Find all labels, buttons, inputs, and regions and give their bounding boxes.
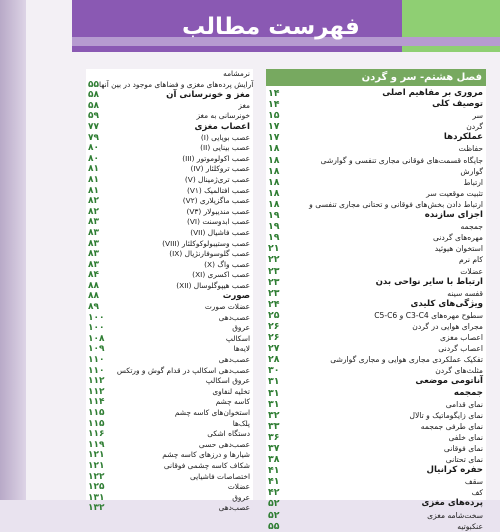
entry-title: عصب‌دهی اسکالپ در قدام گوش و ورتکس (116, 365, 250, 375)
toc-entry[interactable] (266, 343, 486, 354)
page-number: ۱۵ (268, 110, 280, 122)
toc-entry[interactable] (86, 429, 253, 440)
entry-title: مثلث‌های گردن (435, 366, 483, 376)
entry-title: اختصاصات فاشیایی (189, 471, 250, 481)
toc-entry[interactable] (266, 99, 486, 110)
section-heading: حفره کرانیال (426, 465, 483, 476)
toc-entry[interactable] (266, 177, 486, 188)
toc-entry[interactable] (86, 80, 253, 91)
page-number: ۸۳ (88, 238, 99, 249)
page-number: ۳۰ (268, 365, 280, 377)
page-number: ۱۱۰ (88, 355, 105, 366)
toc-entry[interactable] (86, 260, 253, 271)
page-number: ۲۴ (268, 298, 280, 310)
entry-title: عروق (232, 323, 250, 333)
page-number: ۸۹ (88, 302, 99, 313)
page-number: ۸۳ (88, 217, 99, 228)
page-number: ۷۹ (88, 132, 99, 143)
page-number: ۱۱۵ (88, 418, 105, 429)
entry-title: اعصاب گردنی (438, 344, 483, 354)
page-number: ۴۱ (268, 465, 280, 477)
entry-title: کف (471, 488, 483, 498)
toc-entry[interactable] (266, 376, 486, 387)
page-number: ۴۱ (268, 476, 280, 488)
entry-title: نمای طرفی جمجمه (420, 421, 483, 431)
toc-entry[interactable] (266, 288, 486, 299)
toc-entry[interactable] (86, 175, 253, 186)
entry-title: عصب‌دهی (218, 312, 250, 322)
toc-entry[interactable] (266, 188, 486, 199)
entry-title: سطوح مهره‌های C3-C4 و C5-C6 (374, 310, 483, 320)
entry-title: نمای زایگوماتیک و تالال (409, 410, 483, 420)
toc-entry[interactable] (86, 291, 253, 302)
section-heading: توصیف کلی (432, 99, 483, 110)
toc-entry[interactable] (266, 421, 486, 432)
entry-title: لایه‌ها (233, 344, 250, 354)
section-heading: جمجمه (453, 387, 483, 398)
page-number: ۱۱۹ (88, 439, 105, 450)
toc-entry[interactable] (266, 221, 486, 232)
toc-entry[interactable] (266, 210, 486, 221)
entry-title: مجرای هوایی در گردن (412, 321, 483, 331)
entry-title: اسکالپ (225, 333, 250, 343)
page-number: ۸۴ (88, 270, 99, 281)
toc-entry[interactable] (266, 199, 486, 210)
toc-entry[interactable] (86, 482, 253, 493)
entry-title: عصب اکسری (XI) (192, 270, 250, 280)
toc-entry[interactable] (86, 493, 253, 504)
page-number: ۱۱۴ (88, 397, 105, 408)
section-heading: مغز و خونرسانی آن (166, 90, 250, 101)
page-number: ۳۲ (268, 409, 280, 421)
page-number: ۱۸ (268, 187, 280, 199)
toc-entry[interactable] (266, 143, 486, 154)
entry-title: نمای قدامی (445, 399, 483, 409)
toc-entry[interactable] (266, 88, 486, 99)
section-heading: آناتومی موضعی (415, 376, 483, 387)
toc-entry[interactable] (266, 321, 486, 332)
toc-entry[interactable] (86, 503, 253, 514)
page-number: ۳۶ (268, 431, 280, 443)
entry-title: سخت‌شامه مغزی (427, 510, 483, 520)
toc-entry[interactable] (86, 207, 253, 218)
toc-entry[interactable] (86, 450, 253, 461)
toc-entry[interactable] (86, 334, 253, 345)
entry-title: ارتباط (463, 177, 483, 187)
entry-title: شکاف کاسه چشمی فوقانی (163, 460, 250, 470)
toc-entry[interactable] (266, 399, 486, 410)
page-number: ۲۲ (268, 254, 280, 266)
entry-title: عصب بینایی (II) (200, 143, 250, 153)
page-number: ۱۸ (268, 176, 280, 188)
book-binding-edge (0, 0, 26, 500)
page-number: ۸۱ (88, 174, 99, 185)
page-number: ۱۱۵ (88, 408, 105, 418)
page-number: ۸۱ (88, 164, 99, 175)
page-number: ۲۱ (268, 243, 280, 255)
page-number: ۱۲۵ (88, 482, 105, 493)
entry-title: عروق (232, 492, 250, 502)
entry-title: عصب وستیبولوکوکلئار (VIII) (162, 238, 250, 248)
entry-title: عصب گلوسوفارنژیال (IX) (169, 249, 250, 259)
toc-entry[interactable] (266, 110, 486, 121)
entry-title: عصب ماگزیلاری (V۲) (182, 196, 250, 206)
entry-title: عصب‌دهی (218, 355, 250, 365)
entry-title: عصب‌دهی حسی (198, 439, 250, 449)
toc-entry[interactable] (86, 217, 253, 228)
page-number: ۱۸ (268, 154, 280, 166)
toc-entry[interactable] (86, 239, 253, 250)
page-number: ۱۴ (268, 88, 280, 99)
entry-title: عصب اکولوموتور (III) (182, 153, 250, 163)
toc-entry[interactable] (266, 388, 486, 399)
page-number: ۵۸ (88, 90, 99, 101)
toc-entry[interactable] (266, 476, 486, 487)
page-number: ۱۲۱ (88, 460, 105, 471)
toc-entry[interactable] (266, 299, 486, 310)
toc-entry[interactable] (86, 419, 253, 430)
toc-entry[interactable] (266, 432, 486, 443)
toc-entry[interactable] (266, 277, 486, 288)
page-number: ۱۷ (268, 132, 280, 144)
entry-title: عصب مندیبولار (V۳) (186, 206, 250, 216)
page-number: ۸۳ (88, 227, 99, 238)
entry-title: عصب تروکلئار (IV) (190, 164, 250, 174)
toc-entry[interactable] (266, 155, 486, 166)
entry-title: نمای تحتانی (445, 455, 483, 465)
toc-entry[interactable] (86, 387, 253, 398)
entry-title: آرایش پرده‌های مغزی و فضاهای موجود در بین آنها (99, 79, 254, 89)
page-number: ۸۳ (88, 249, 99, 260)
entry-title: عنکبوتیه (457, 521, 483, 531)
chapter-heading: فصل هشتم- سر و گردن (266, 69, 486, 86)
page-number: ۱۱۲ (88, 386, 105, 397)
page-number: ۸۲ (88, 196, 99, 207)
page-number: ۸۲ (88, 206, 99, 217)
page-number: ۸۸ (88, 280, 99, 291)
toc-entry[interactable] (266, 254, 486, 265)
entry-title: عضلات (227, 482, 250, 492)
toc-entry[interactable] (86, 69, 253, 80)
page-number: ۱۸ (268, 143, 280, 155)
page-number: ۱۰۹ (88, 344, 105, 355)
toc-entry[interactable] (266, 365, 486, 376)
section-heading: ارتباط با سایر نواحی بدن (375, 276, 483, 287)
entry-title: کاسه چشم (215, 397, 250, 407)
section-heading: صورت (222, 291, 250, 302)
toc-entry[interactable] (86, 408, 253, 419)
entry-title: گوارش (460, 166, 483, 176)
section-heading: مروری بر مفاهیم اصلی (382, 88, 483, 98)
section-heading: پرده‌های مغزی (421, 498, 483, 509)
toc-entry[interactable] (266, 443, 486, 454)
page-number: ۴۲ (268, 487, 280, 499)
page-number: ۲۶ (268, 332, 280, 344)
page-number: ۲۷ (268, 343, 280, 355)
page-number: ۵۲ (268, 498, 280, 510)
toc-entry[interactable] (266, 465, 486, 476)
entry-title: شیارها و درزهای کاسه چشم (162, 450, 250, 460)
page-number: ۵۵ (88, 79, 99, 90)
entry-title: خونرسانی به مغز (196, 111, 250, 121)
toc-entry[interactable] (86, 111, 253, 122)
entry-title: عصب بویایی (I) (200, 132, 250, 142)
page-number: ۱۹ (268, 221, 280, 233)
entry-title: تخلیه لنفاوی (212, 386, 250, 396)
page-number: ۲۸ (268, 354, 280, 366)
toc-entry[interactable] (86, 164, 253, 175)
entry-title: نرمشامه (223, 69, 250, 78)
entry-title: جمجمه (460, 222, 483, 232)
entry-title: ارتباط دادن بخش‌های فوقانی و تحتانی مجاری تنفسی و (309, 199, 483, 209)
entry-title: اعصاب مغزی (440, 333, 483, 343)
entry-title: عصب افتالمیک (V۱) (186, 185, 250, 195)
page-number: ۱۴ (268, 99, 280, 111)
page-number: ۵۵ (268, 520, 280, 532)
toc-entry[interactable] (86, 154, 253, 165)
page-number: ۱۰۰ (88, 323, 105, 334)
toc-entry[interactable] (266, 454, 486, 465)
toc-entry[interactable] (266, 332, 486, 343)
toc-entry[interactable] (86, 249, 253, 260)
page-number: ۸۰ (88, 153, 99, 164)
entry-title: عضلات (460, 266, 483, 276)
entry-title: نمای فوقانی (443, 444, 483, 453)
entry-title: نمای خلفی (448, 432, 483, 442)
page-number: ۱۹ (268, 232, 280, 244)
entry-title: عصب واگ (X) (204, 259, 250, 269)
toc-entry[interactable] (86, 397, 253, 408)
page-number: ۵۸ (88, 100, 99, 111)
entry-title: تثبیت موقعیت سر (426, 188, 483, 198)
entry-title: دستگاه اشکی (207, 429, 250, 439)
entry-title: جایگاه قسمت‌های فوقانی مجاری تنفسی و گوارشی (320, 155, 483, 165)
entry-title: تفکیک عملکردی مجاری هوایی و مجاری گوارشی (330, 355, 483, 365)
entry-title: مهره‌های گردنی (432, 233, 483, 243)
page-number: ۳۱ (268, 376, 280, 388)
page-number: ۱۱۲ (88, 376, 105, 387)
toc-entry[interactable] (86, 313, 253, 324)
entry-title: مغز (238, 100, 250, 110)
toc-entry[interactable] (86, 440, 253, 451)
page-number: ۱۳۱ (88, 492, 105, 503)
entry-title: سقف (464, 477, 483, 487)
toc-entry[interactable] (266, 354, 486, 365)
page-number: ۲۳ (268, 265, 280, 277)
toc-entry[interactable] (86, 281, 253, 292)
toc-entry[interactable] (86, 133, 253, 144)
entry-title: عصب فاشیال (VII) (190, 227, 250, 237)
toc-entry[interactable] (86, 461, 253, 472)
entry-title: استخوان هیوئید (434, 244, 483, 254)
toc-entry[interactable] (266, 243, 486, 254)
toc-entry[interactable] (86, 196, 253, 207)
toc-entry[interactable] (86, 143, 253, 154)
page-number: ۸۰ (88, 143, 99, 154)
entry-title: سر (472, 111, 483, 121)
toc-entry[interactable] (86, 323, 253, 334)
toc-entry[interactable] (86, 228, 253, 239)
page-number: ۳۷ (268, 443, 280, 454)
section-heading: ویژگی‌های کلیدی (410, 298, 483, 309)
page-number: ۱۷ (268, 121, 280, 133)
toc-entry[interactable] (86, 302, 253, 313)
toc-entry[interactable] (86, 186, 253, 197)
toc-entry[interactable] (86, 101, 253, 112)
page-number: ۲۳ (268, 287, 280, 299)
toc-entry[interactable] (266, 498, 486, 509)
toc-entry[interactable] (266, 121, 486, 132)
page-number: ۱۲۱ (88, 450, 105, 461)
entry-title: عصب ابدوسنت (VI) (186, 217, 250, 227)
toc-entry[interactable] (86, 122, 253, 133)
entry-title: گردن (466, 122, 483, 132)
page-number: ۲۳ (268, 276, 280, 288)
entry-title: عصب هیپوگلوسال (XII) (176, 280, 250, 290)
page-number: ۱۱۶ (88, 429, 105, 440)
page-number: ۵۲ (268, 509, 280, 521)
entry-title: عصب‌دهی (218, 503, 250, 513)
page-number: ۱۰۰ (88, 312, 105, 323)
page-number: ۷۷ (88, 121, 99, 132)
toc-entry[interactable] (86, 270, 253, 281)
header-banner (72, 0, 500, 52)
toc-entry[interactable] (266, 487, 486, 498)
toc-entry[interactable] (266, 521, 486, 532)
page-number: ۵۹ (88, 111, 99, 122)
section-heading: اجزای سازنده (424, 210, 483, 221)
page-number: ۲۶ (268, 320, 280, 332)
toc-column-left (86, 69, 254, 514)
toc-entry[interactable] (266, 266, 486, 277)
toc-entry[interactable] (266, 232, 486, 243)
toc-entry[interactable] (86, 90, 253, 101)
toc-entry[interactable] (86, 355, 253, 366)
page-number: ۸۱ (88, 185, 99, 196)
page-number: ۳۱ (268, 387, 280, 399)
page-number: ۲۵ (268, 309, 280, 321)
page-number: ۳۸ (268, 454, 280, 466)
page-number: ۳۳ (268, 420, 280, 432)
page-number: ۱۸ (268, 165, 280, 177)
page-title: فهرست مطالب (182, 14, 360, 40)
page-number: ۱۰۸ (88, 333, 105, 344)
toc-entry[interactable] (86, 344, 253, 355)
section-heading: اعصاب مغزی (194, 121, 250, 132)
toc-entry[interactable] (266, 310, 486, 321)
toc-entry[interactable] (266, 510, 486, 521)
toc-entry[interactable] (86, 472, 253, 483)
entry-title: عصب تری‌ژمینال (V) (184, 174, 250, 184)
entry-title: عضلات صورت (204, 302, 250, 312)
page-number: ۳۱ (268, 398, 280, 410)
page-number: ۸۸ (88, 291, 99, 302)
page-number: ۱۱۰ (88, 365, 105, 376)
toc-column-right (266, 69, 486, 532)
page-number: ۸۳ (88, 259, 99, 270)
section-heading: عملکردها (443, 132, 483, 143)
entry-title: عروق اسکالپ (205, 376, 250, 386)
toc-entry[interactable] (266, 410, 486, 421)
toc-entry[interactable] (86, 376, 253, 387)
entry-title: استخوان‌های کاسه چشم (174, 408, 250, 417)
entry-title: قفسه سینه (447, 288, 483, 298)
entry-title: حفاظت (458, 144, 483, 154)
entry-title: کام نرم (458, 255, 483, 265)
page-number: ۱۳۲ (88, 503, 105, 514)
toc-entry[interactable] (266, 166, 486, 177)
page-number: ۱۹ (268, 210, 280, 222)
toc-entry[interactable] (266, 132, 486, 143)
page-number: ۱۸ (268, 198, 280, 210)
page-number: ۱۲۲ (88, 471, 105, 482)
entry-title: پلک‌ها (232, 418, 250, 428)
toc-entry[interactable] (86, 366, 253, 377)
